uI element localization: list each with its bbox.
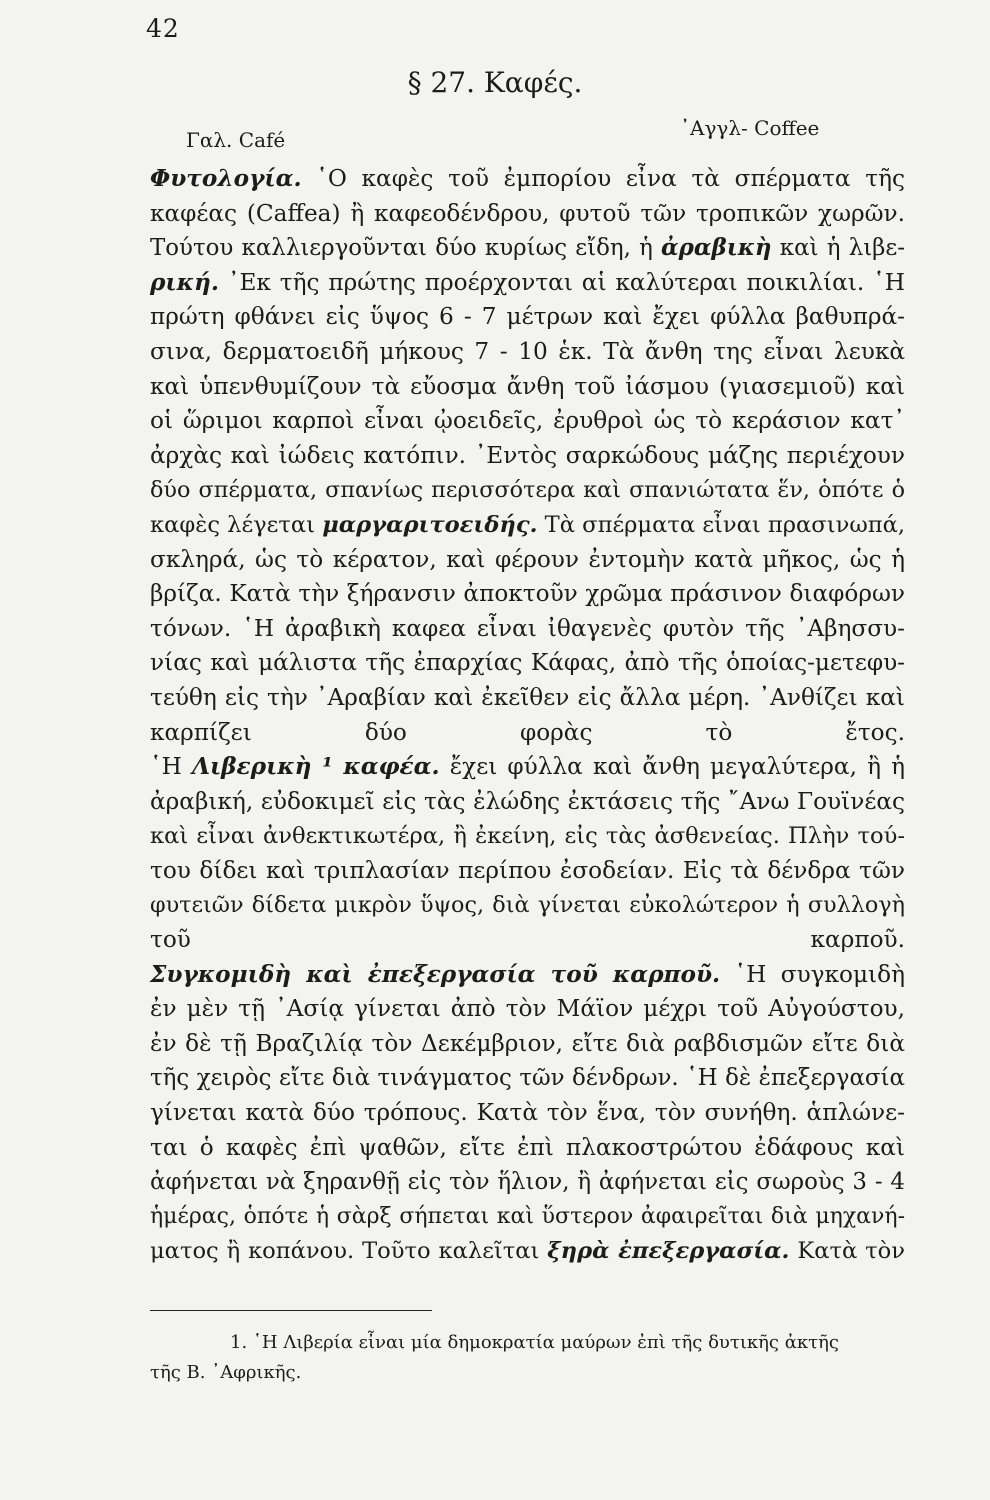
text-line — [150, 439, 905, 474]
text-line — [150, 1131, 905, 1166]
text-run: οἱ ὥριμοι καρποὶ εἶναι ᾠοειδεῖς, ἐρυθροὶ ὡς τὸ κεράσιον κατ᾿ — [150, 407, 905, 435]
text-line — [150, 681, 905, 716]
french-name: Γαλ. Café — [186, 128, 286, 152]
text-run: τεύθη εἰς τὴν ᾿Αραβίαν καὶ ἐκεῖθεν εἰς ἄλλα μέρη. ᾿Ανθίζει καὶ — [150, 683, 905, 711]
english-name: ᾿Αγγλ- Coffee — [680, 116, 820, 140]
text-line — [150, 646, 905, 681]
text-run: ἀρχὰς καὶ ἰώδεις κατόπιν. ᾿Εντὸς σαρκώδους μάζης περιέχουν — [150, 441, 905, 469]
text-line — [150, 335, 905, 370]
text-run: πρώτη φθάνει εἰς ὕψος 6 - 7 μέτρων καὶ ἔχει φύλλα βαθυπρά- — [150, 303, 905, 331]
emphasized-term: Φυτολογία. — [150, 165, 302, 192]
emphasized-term: Συγκομιδὴ καὶ ἐπεξεργασία τοῦ καρποῦ. — [150, 960, 721, 988]
text-run: ἀφήνεται νὰ ξηρανθῇ εἰς τὸν ἥλιον, ἢ ἀφήνεται εἰς σωροὺς 3 - 4 — [150, 1169, 905, 1196]
text-run: φυτειῶν δίδετα μικρὸν ὕψος, διὰ γίνεται εὐκολώτερον ἡ συλλογὴ — [150, 892, 905, 919]
text-run: τόνων. ῾Η ἀραβικὴ καφεα εἶναι ἰθαγενὲς φυτὸν τῆς ᾿Αβησσυ- — [150, 614, 905, 642]
emphasized-term: ἀραβικὴ — [661, 234, 772, 262]
text-run: ἔχει φύλλα καὶ ἄνθη μεγαλύτερα, ἢ ἡ — [439, 753, 905, 781]
text-line — [150, 162, 905, 197]
text-run: του δίδει καὶ τριπλασίαν περίπου ἐσοδείαν. Εἰς τὰ δένδρα τῶν — [150, 856, 905, 884]
text-line — [150, 1061, 905, 1096]
text-run: καρπίζει δύο φορὰς τὸ ἔτος. — [150, 718, 905, 746]
text-run: σκληρά, ὡς τὸ κέρατον, καὶ φέρουν ἐντομὴν κατὰ μῆκος, ὡς ἡ — [150, 545, 905, 573]
text-line — [150, 854, 905, 889]
text-line — [150, 197, 905, 232]
text-run: ἐν δὲ τῇ Βραζιλίᾳ τὸν Δεκέμβριον, εἴτε διὰ ραβδισμῶν εἴτε διὰ — [150, 1029, 905, 1057]
text-run: Κατὰ τὸν — [789, 1238, 905, 1265]
text-line — [150, 577, 905, 612]
text-line — [150, 992, 905, 1027]
text-run: ἀραβική, εὐδοκιμεῖ εἰς τὰς ἐλώδης ἐκτάσεις τῆς ῎Ανω Γουϊνέας — [150, 787, 905, 815]
text-line — [150, 958, 905, 993]
text-line — [150, 716, 905, 751]
text-run: τῆς χειρὸς εἴτε διὰ τινάγματος τῶν δένδρων. ῾Η δὲ ἐπεξεργασία — [150, 1065, 905, 1092]
text-line — [150, 1165, 905, 1200]
text-line — [150, 923, 905, 958]
text-run: γίνεται κατὰ δύο τρόπους. Κατὰ τὸν ἕνα, τὸν συνήθη. ἁπλώνε- — [150, 1099, 905, 1127]
emphasized-term: μαργαριτοειδής. — [322, 511, 538, 538]
text-run: σινα, δερματοειδῆ μήκους 7 - 10 ἑκ. Τὰ ἄνθη της εἶναι λευκὰ — [150, 337, 905, 365]
text-run: τοῦ καρποῦ. — [150, 926, 905, 954]
text-run: νίας καὶ μάλιστα τῆς ἐπαρχίας Κάφας, ἀπὸ τῆς ὁποίας-μετεφυ- — [150, 649, 905, 677]
text-line — [150, 404, 905, 439]
text-line — [150, 1096, 905, 1131]
text-run: ῾Ο καφὲς τοῦ ἐμπορίου εἶνα τὰ σπέρματα τῆς — [301, 165, 905, 192]
text-run: καὶ ὑπενθυμίζουν τὰ εὔοσμα ἄνθη τοῦ ἰάσμου (γιασεμιοῦ) καὶ — [150, 372, 905, 400]
text-run: βρίζα. Κατὰ τὴν ξήρανσιν ἀποκτοῦν χρῶμα πράσινον διαφόρων — [150, 580, 905, 608]
text-line — [150, 888, 905, 923]
footnote-line: τῆς Β. ᾿Αφρικῆς. — [150, 1362, 302, 1383]
text-line — [150, 1027, 905, 1062]
text-line — [150, 543, 905, 578]
text-run: ται ὁ καφὲς ἐπὶ ψαθῶν, εἴτε ἐπὶ πλακοστρώτου ἐδάφους καὶ — [150, 1133, 905, 1161]
text-run: Τούτου καλλιεργοῦνται δύο κυρίως εἴδη, ἡ — [150, 235, 662, 262]
text-line — [150, 750, 905, 785]
text-run: Τὰ σπέρματα εἶναι πρασινωπά, — [537, 511, 906, 538]
text-run: καὶ εἶναι ἀνθεκτικωτέρα, ἢ ἐκείνη, εἰς τὰς ἀσθενείας. Πλὴν τού- — [150, 823, 905, 850]
emphasized-term: Λιβερικὴ ¹ καφέα. — [191, 753, 440, 781]
page-number: 42 — [146, 14, 180, 43]
emphasized-term: ρική. — [150, 268, 219, 296]
body-text — [150, 162, 905, 1269]
text-line — [150, 370, 905, 405]
text-line — [150, 231, 905, 266]
text-run: ῾Η συγκομιδὴ — [720, 960, 905, 988]
text-line — [150, 266, 905, 301]
text-line — [150, 612, 905, 647]
text-run: δύο σπέρματα, σπανίως περισσότερα καὶ σπανιώτατα ἕν, ὁπότε ὁ — [150, 477, 905, 504]
text-run: καφὲς λέγεται — [150, 511, 323, 538]
text-run: καὶ ἡ λιβε- — [771, 235, 905, 262]
footnote — [150, 1328, 898, 1388]
text-line — [150, 508, 905, 543]
text-run: ἐν μὲν τῇ ᾿Ασίᾳ γίνεται ἀπὸ τὸν Μάϊον μέχρι τοῦ Αὐγούστου, — [150, 995, 905, 1023]
text-line — [150, 300, 905, 335]
footnote-line: 1. ῾Η Λιβερία εἶναι μία δημοκρατία μαύρων ἐπὶ τῆς δυτικῆς ἀκτῆς — [230, 1332, 839, 1353]
footnote-rule — [150, 1310, 432, 1311]
text-run: ῾Η — [150, 753, 192, 781]
text-run: ᾿Εκ τῆς πρώτης προέρχονται αἱ καλύτεραι ποικιλίαι. ῾Η — [218, 268, 905, 296]
text-line — [150, 785, 905, 820]
emphasized-term: ξηρὰ ἐπεξεργασία. — [547, 1238, 790, 1265]
text-run: ἡμέρας, ὁπότε ἡ σὰρξ σήπεται καὶ ὕστερον ἀφαιρεῖται διὰ μηχανή- — [150, 1203, 905, 1229]
text-line — [150, 1234, 905, 1269]
section-title: § 27. Καφές. — [407, 66, 583, 99]
text-run: ματος ἢ κοπάνου. Τοῦτο καλεῖται — [150, 1238, 548, 1265]
text-line — [150, 473, 905, 508]
text-run: καφέας (Caffea) ἢ καφεοδένδρου, φυτοῦ τῶν τροπικῶν χωρῶν. — [150, 199, 905, 227]
text-line — [150, 819, 905, 854]
text-line — [150, 1200, 905, 1235]
